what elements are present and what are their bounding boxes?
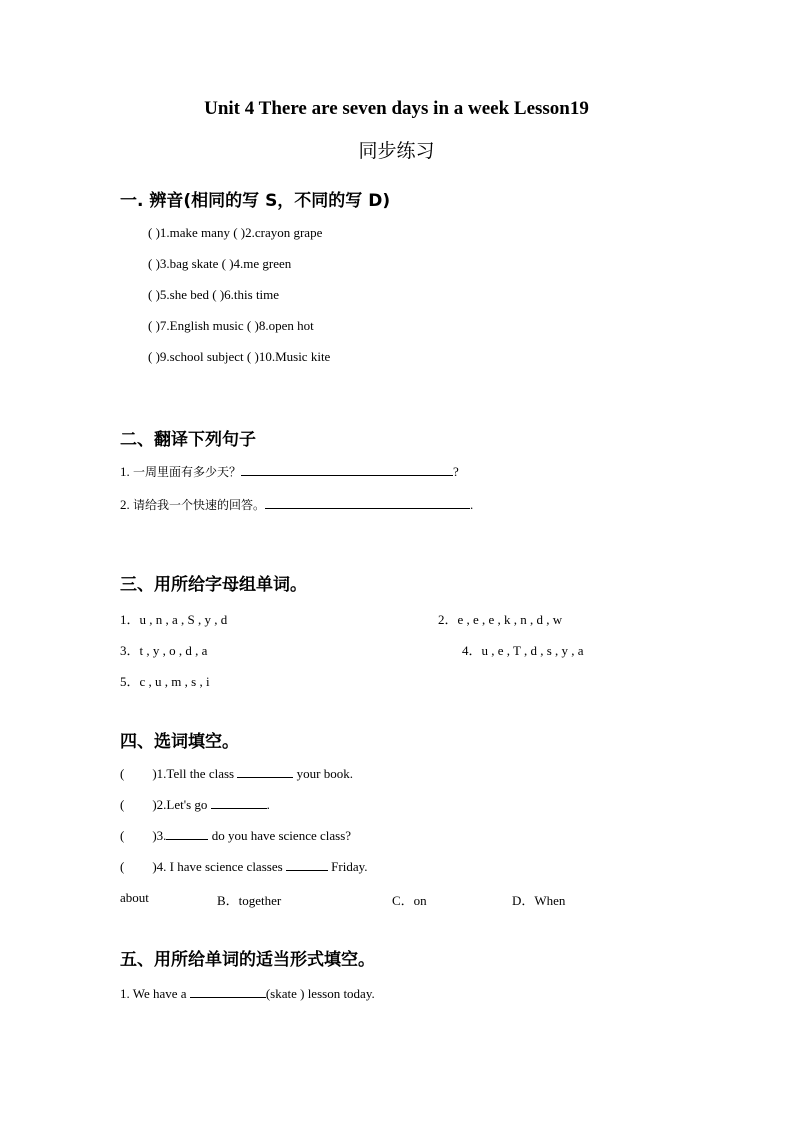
list-item: 2．e , e , e , k , n , d , w (438, 612, 563, 627)
section-1-heading: 一. 辨音(相同的写 S，不同的写 D) (120, 191, 391, 211)
question-text: )1.Tell the class (152, 766, 238, 781)
answer-blank[interactable] (166, 827, 208, 840)
answer-blank[interactable] (241, 463, 453, 476)
question-text: 1. We have a (120, 986, 190, 1001)
list-item: ( )1.make many ( )2.crayon grape (148, 225, 323, 240)
list-item: 1．u , n , a , S , y , d (120, 612, 228, 627)
question-text: )3. (152, 828, 167, 843)
section-5-heading: 五、用所给单词的适当形式填空。 (120, 950, 375, 970)
option-d: D．When (512, 893, 566, 908)
fill-question-3 (120, 827, 351, 844)
question-text: . (266, 797, 270, 812)
question-number: 2. (120, 497, 130, 512)
answer-blank[interactable] (211, 796, 267, 809)
page-title: Unit 4 There are seven days in a week Lesson19 (204, 98, 589, 119)
question-number: 1. (120, 464, 130, 479)
list-item: 3．t , y , o , d , a (120, 643, 208, 658)
translation-question-1 (120, 463, 459, 480)
question-end: . (470, 497, 474, 512)
translation-question-2 (120, 496, 473, 513)
answer-paren: ( (120, 859, 125, 874)
option-a: about (120, 890, 149, 905)
question-text: do you have science class? (208, 828, 352, 843)
fill-question-4 (120, 858, 368, 875)
fill-question-2 (120, 796, 270, 813)
question-text: (skate ) lesson today. (265, 986, 375, 1001)
answer-blank[interactable] (237, 765, 293, 778)
list-item: 4．u , e , T , d , s , y , a (462, 643, 584, 658)
answer-paren: ( (120, 797, 125, 812)
page-subtitle: 同步练习 (358, 140, 435, 162)
form-question-1 (120, 985, 375, 1002)
list-item: ( )5.she bed ( )6.this time (148, 287, 280, 302)
option-b: B．together (217, 893, 282, 908)
answer-blank[interactable] (286, 858, 328, 871)
answer-blank[interactable] (190, 985, 266, 998)
question-text: )2.Let's go (152, 797, 211, 812)
question-text: 请给我一个快速的回答。 (133, 498, 266, 512)
list-item: ( )7.English music ( )8.open hot (148, 318, 314, 333)
list-item: ( )9.school subject ( )10.Music kite (148, 349, 331, 364)
option-c: C．on (392, 893, 427, 908)
question-text: your book. (293, 766, 353, 781)
fill-question-1 (120, 765, 353, 782)
list-item: 5．c , u , m , s , i (120, 674, 210, 689)
question-end: ? (453, 464, 459, 479)
question-text: Friday. (327, 859, 368, 874)
question-text: )4. I have science classes (152, 859, 286, 874)
answer-paren: ( (120, 766, 125, 781)
section-3-heading: 三、用所给字母组单词。 (120, 575, 307, 595)
question-text: 一周里面有多少天？ (133, 465, 242, 479)
section-2-heading: 二、翻译下列句子 (120, 430, 256, 450)
answer-paren: ( (120, 828, 125, 843)
list-item: ( )3.bag skate ( )4.me green (148, 256, 292, 271)
answer-blank[interactable] (265, 496, 470, 509)
section-4-heading: 四、选词填空。 (120, 732, 239, 752)
